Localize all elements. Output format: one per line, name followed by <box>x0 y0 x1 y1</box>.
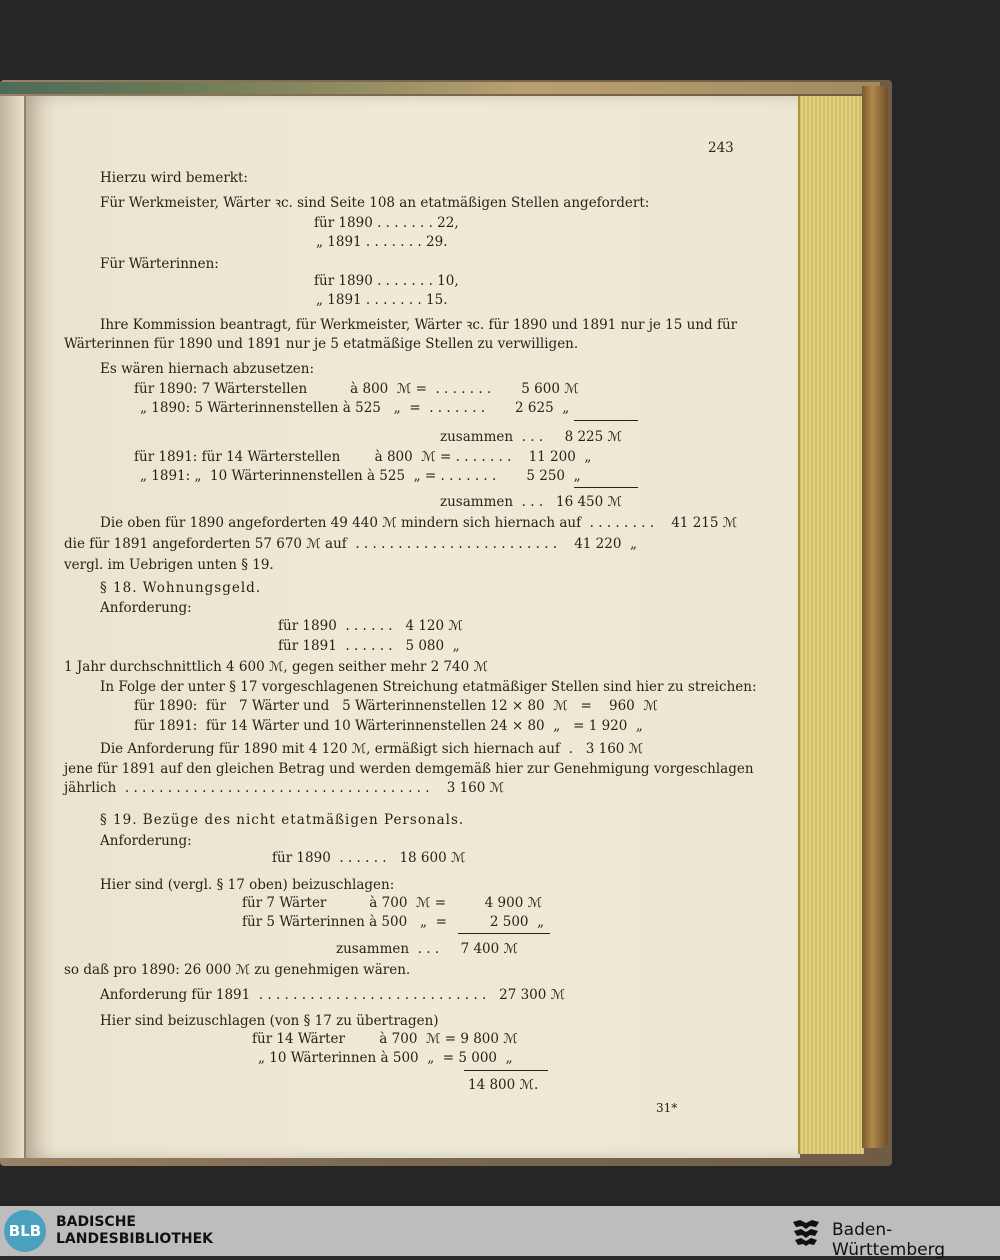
cover-right-edge <box>862 86 888 1148</box>
text-line: so daß pro 1890: 26 000 ℳ zu genehmigen wären. <box>64 962 411 978</box>
text-line: für 14 Wärter à 700 ℳ = 9 800 ℳ <box>252 1031 518 1047</box>
text-line: 1 Jahr durchschnittlich 4 600 ℳ, gegen seither mehr 2 740 ℳ <box>64 659 488 675</box>
text-line: Die oben für 1890 angeforderten 49 440 ℳ mindern sich hiernach auf . . . . . . . . 41 215 ℳ <box>100 515 738 531</box>
text-line: für 1890: 7 Wärterstellen à 800 ℳ = . . . . . . . 5 600 ℳ <box>134 381 579 397</box>
text-line: für 1890 . . . . . . . 10, <box>314 273 459 289</box>
text-line: Ihre Kommission beantragt, für Werkmeister, Wärter ꝛc. für 1890 und 1891 nur je 15 und für <box>100 317 738 333</box>
text-line: für 1890 . . . . . . . 22, <box>314 215 459 231</box>
left-page-edge <box>0 96 24 1158</box>
text-line: „ 10 Wärterinnen à 500 „ = 5 000 „ <box>258 1050 513 1066</box>
library-name: BADISCHE LANDESBIBLIOTHEK <box>56 1214 214 1247</box>
text-line: In Folge der unter § 17 vorgeschlagenen Streichung etatmäßiger Stellen sind hier zu streichen: <box>100 679 757 695</box>
text-line: zusammen . . . 7 400 ℳ <box>336 941 518 957</box>
section-heading: § 19. Bezüge des nicht etatmäßigen Personals. <box>100 812 465 828</box>
sum-rule <box>464 1070 548 1071</box>
text-line: für 1890 . . . . . . 4 120 ℳ <box>278 618 463 634</box>
text-line: „ 1891 . . . . . . . 15. <box>316 292 448 308</box>
text-line: die für 1891 angeforderten 57 670 ℳ auf . . . . . . . . . . . . . . . . . . . . . . . . 41 220 „ <box>64 536 638 552</box>
text-line: jährlich . . . . . . . . . . . . . . . . . . . . . . . . . . . . . . . . . . . . 3 160 ℳ <box>64 780 505 796</box>
text-line: 14 800 ℳ. <box>468 1077 539 1093</box>
text-line: für 1891 . . . . . . 5 080 „ <box>278 638 460 654</box>
text-line: „ 1890: 5 Wärterinnenstellen à 525 „ = . . . . . . . 2 625 „ <box>140 400 570 416</box>
coat-of-arms-icon <box>790 1216 822 1248</box>
text-line: Hier sind (vergl. § 17 oben) beizuschlagen: <box>100 877 395 893</box>
text-line: Die Anforderung für 1890 mit 4 120 ℳ, ermäßigt sich hiernach auf . 3 160 ℳ <box>100 741 644 757</box>
text-line: Es wären hiernach abzusetzen: <box>100 361 315 377</box>
text-line: zusammen . . . 16 450 ℳ <box>440 494 622 510</box>
blb-logo: BLB <box>4 1210 46 1252</box>
text-line: „ 1891: „ 10 Wärterinnenstellen à 525 „ = . . . . . . . 5 250 „ <box>140 468 581 484</box>
sum-rule <box>574 420 638 421</box>
page-edges <box>798 96 864 1154</box>
text-line: für 1891: für 14 Wärterstellen à 800 ℳ = . . . . . . . 11 200 „ <box>134 449 592 465</box>
text-line: Anforderung: <box>100 833 192 849</box>
text-line: für 1890: für 7 Wärter und 5 Wärterinnenstellen 12 × 80 ℳ = 960 ℳ <box>134 698 658 714</box>
text-line: „ 1891 . . . . . . . 29. <box>316 234 448 250</box>
text-line: für 5 Wärterinnen à 500 „ = 2 500 „ <box>242 914 545 930</box>
footer-bar <box>0 1206 1000 1260</box>
text-line: Für Werkmeister, Wärter ꝛc. sind Seite 108 an etatmäßigen Stellen angefordert: <box>100 195 650 211</box>
text-line: Hierzu wird bemerkt: <box>100 170 248 186</box>
text-line: Für Wärterinnen: <box>100 256 219 272</box>
text-line: Wärterinnen für 1890 und 1891 nur je 5 etatmäßige Stellen zu verwilligen. <box>64 336 579 352</box>
book-top-edge <box>0 82 880 94</box>
sum-rule <box>574 487 638 488</box>
signature-mark: 31* <box>656 1101 678 1115</box>
text-line: Hier sind beizuschlagen (von § 17 zu übertragen) <box>100 1013 439 1029</box>
text-line: vergl. im Uebrigen unten § 19. <box>64 557 274 573</box>
text-line: Anforderung für 1891 . . . . . . . . . . . . . . . . . . . . . . . . . . . 27 300 ℳ <box>100 987 566 1003</box>
text-line: für 1890 . . . . . . 18 600 ℳ <box>272 850 466 866</box>
page-number: 243 <box>708 140 734 156</box>
text-line: für 7 Wärter à 700 ℳ = 4 900 ℳ <box>242 895 543 911</box>
text-line: zusammen . . . 8 225 ℳ <box>440 429 622 445</box>
text-line: Anforderung: <box>100 600 192 616</box>
text-line: für 1891: für 14 Wärter und 10 Wärterinnenstellen 24 × 80 „ = 1 920 „ <box>134 718 643 734</box>
state-name: Baden-Württemberg <box>832 1220 946 1260</box>
section-heading: § 18. Wohnungsgeld. <box>100 580 262 596</box>
sum-rule <box>458 933 550 934</box>
text-line: jene für 1891 auf den gleichen Betrag und werden demgemäß hier zur Genehmigung vorgeschlagen <box>64 761 754 777</box>
